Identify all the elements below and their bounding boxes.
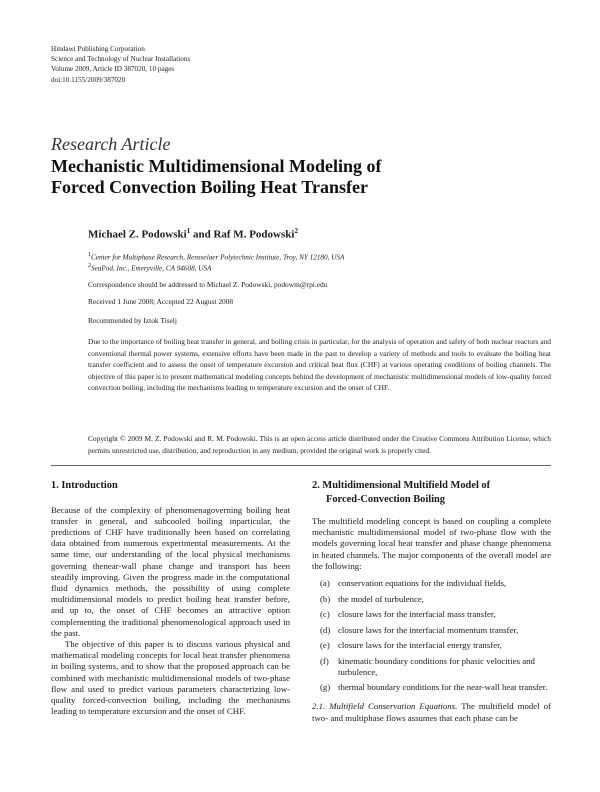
article-type: Research Article	[51, 134, 171, 154]
list-item	[312, 656, 551, 678]
author-list	[88, 227, 298, 241]
subsection-text: The multifield model of two- and multiphase flows assumes that each phase can be	[312, 701, 551, 723]
list-text: conservation equations for the individual fields,	[338, 578, 507, 589]
list-text: thermal boundary conditions for the near-wall heat transfer.	[338, 682, 548, 693]
list-text: kinematic boundary conditions for phasic velocities and turbulence,	[338, 655, 535, 677]
journal-name: Science and Technology of Nuclear Installations	[51, 55, 191, 64]
correspondence: Correspondence should be addressed to Michael Z. Podowski, podowm@rpi.edu	[88, 280, 328, 289]
subsection-paragraph	[312, 701, 551, 723]
list-text: the model of turbulence,	[338, 593, 424, 604]
author-name: Raf M. Podowski	[213, 228, 295, 241]
list-label: (d)	[320, 624, 331, 635]
affiliation-mark: 2	[88, 263, 91, 269]
author-conjunction: and	[192, 228, 211, 241]
affiliation-text: SeaPod, Inc., Emeryville, CA 94608, USA	[91, 264, 212, 273]
abstract: Due to the importance of boiling heat transfer in general, and boiling crisis in particular, for the analysis of operation and safety of both nuclear reactors and conventional thermal power systems, extensive efforts have been made in the past to develop a variety of methods and tools to evaluate the boiling heat transfer coefficient and to assess the onset of temperature excursion and critical heat flux (CHF) at various operating conditions of boiling channels. The objective of this paper is to present mathematical modeling concepts behind the development of mechanistic multidimensional models of low-quality forced convection boiling, including the mechanisms leading to temperature excursion and the onset of CHF.	[88, 337, 551, 393]
list-text: closure laws for the interfacial momentum transfer,	[338, 624, 519, 635]
model-components-list	[312, 578, 551, 693]
title-line-1: Mechanistic Multidimensional Modeling of	[51, 156, 382, 176]
journal-header	[51, 44, 190, 85]
title-line-2: Forced Convection Boiling Heat Transfer	[51, 177, 368, 197]
paragraph: Because of the complexity of phenomenagoverning boiling heat transfer in general, and subcooled boiling inparticular, the predictions of CHF have traditionally been based on correlating data obtained from numerous experimental measurements. At the same time, our understanding of the local physical mechanisms governing thenear-wall phase change and transport has been steadily improving. Given the progress made in the computational fluid dynamics methods, the possibility of using complete multidimensional models to predict boiling heat transfer before, and up to, the onset of CHF becomes an attractive option complementing the traditional phenomenological approach used in the past.	[51, 504, 290, 638]
affiliation-text: Center for Multiphase Research, Rensselaer Polytechnic Institute, Troy, NY 12180, USA	[91, 253, 345, 262]
copyright-notice: Copyright © 2009 M. Z. Podowski and R. M. Podowski. This is an open access article distributed under the Creative Commons Attribution License, which permits unrestricted use, distribution, and reproduction in any medium, provided the original work is properly cited.	[88, 434, 551, 455]
paragraph: The objective of this paper is to discuss various physical and mathematical modeling concepts for local heat transfer phenomena in boiling systems, and to show that the proposed approach can be combined with mechanistic multidimensional models of two-phase flow and used to predict various parameters characterizing low-quality forced-convection boiling, including the mechanisms leading to temperature excursion and the onset of CHF.	[51, 638, 290, 717]
list-label: (b)	[320, 593, 331, 604]
list-label: (g)	[320, 682, 331, 693]
recommended-by: Recommended by Iztok Tiselj	[88, 316, 177, 325]
doi: doi:10.1155/2009/387020	[51, 75, 126, 84]
publication-dates: Received 1 June 2008; Accepted 22 August 2008	[88, 297, 234, 306]
list-item	[312, 609, 551, 620]
section-heading: 1. Introduction	[51, 480, 118, 491]
list-item	[312, 682, 551, 693]
list-label: (e)	[320, 640, 330, 651]
left-column	[51, 479, 290, 717]
author-name: Michael Z. Podowski	[88, 228, 187, 241]
affiliation-mark: 1	[88, 252, 91, 258]
list-item	[312, 578, 551, 589]
author-affiliation-mark: 1	[186, 227, 191, 235]
paper-title	[51, 156, 471, 198]
list-label: (a)	[320, 578, 330, 589]
affiliation	[88, 261, 558, 274]
list-item	[312, 625, 551, 636]
subsection-title: 2.1. Multifield Conservation Equations.	[312, 701, 458, 712]
section-heading-line: 2. Multidimensional Multifield Model of	[312, 480, 491, 491]
section-heading	[312, 479, 551, 506]
list-label: (c)	[320, 609, 330, 620]
paragraph: The multifield modeling concept is based on coupling a complete mechanistic multidimensional model of two-phase flow with the models governing local heat transfer and phase change phenomena in heated channels. The major components of the overall model are the following:	[312, 516, 551, 571]
list-text: closure laws for the interfacial energy transfer,	[338, 640, 502, 651]
author-affiliation-mark: 2	[294, 227, 298, 235]
publisher: Hindawi Publishing Corporation	[51, 45, 145, 53]
right-column	[312, 479, 551, 724]
list-text: closure laws for the interfacial mass transfer,	[338, 609, 496, 620]
list-label: (f)	[320, 655, 329, 666]
section-heading-line: Forced-Convection Boiling	[326, 493, 446, 505]
volume-info: Volume 2009, Article ID 387020, 10 pages	[51, 65, 175, 74]
section-divider	[51, 465, 551, 466]
list-item	[312, 640, 551, 651]
list-item	[312, 594, 551, 605]
